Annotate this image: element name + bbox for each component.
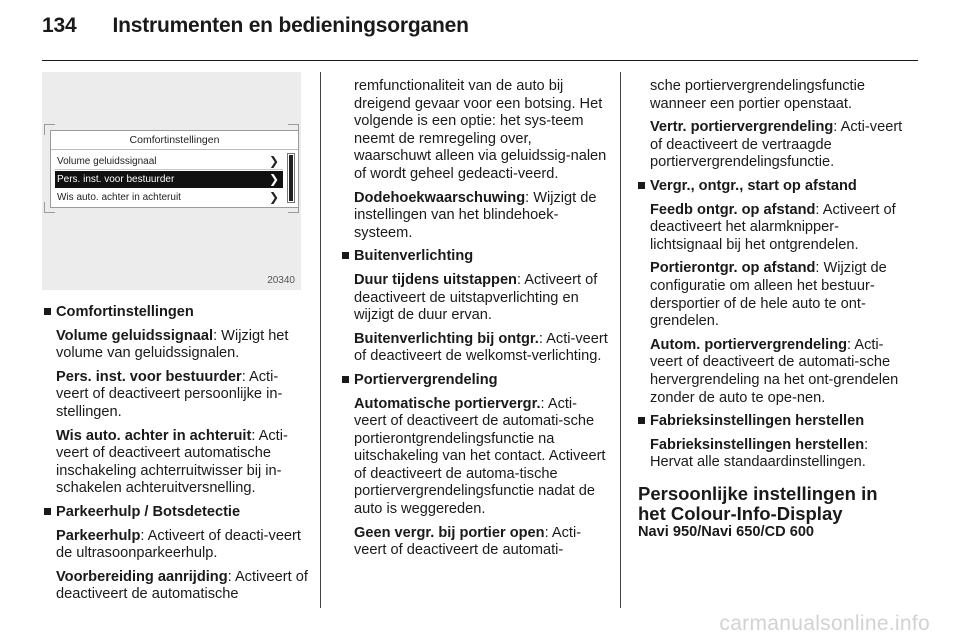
bullet-heading: Fabrieksinstellingen herstellen <box>638 413 906 431</box>
screen-title: Comfortinstellingen <box>51 131 298 150</box>
watermark: carmanualsonline.info <box>719 612 930 635</box>
setting-item: Autom. portiervergrendeling: Acti-veert of deactiveert de automati-sche hervergrendeling na het ont-grendelen zonder de auto te ope-nen. <box>650 336 899 406</box>
column-divider <box>320 72 321 608</box>
menu-item-label: Wis auto. achter in achteruit <box>57 192 181 203</box>
setting-item: Vertr. portiervergrendeling: Acti-veert of deactiveert de vertraagde portiervergrendelingsfunctie. <box>650 119 903 171</box>
chevron-right-icon: ❯ <box>268 190 279 204</box>
bullet-heading: Parkeerhulp / Botsdetectie <box>44 504 310 522</box>
page-title: Instrumenten en bedieningsorganen <box>112 14 469 37</box>
menu-item-volume <box>55 153 283 170</box>
bullet-heading: Buitenverlichting <box>342 248 608 266</box>
bullet-heading: Portiervergrendeling <box>342 372 608 390</box>
paragraph: sche portiervergrendelingsfunctie wanneer een portier openstaat. <box>650 78 865 112</box>
setting-item: Dodehoekwaarschuwing: Wijzigt de instellingen van het blindehoek-systeem. <box>354 189 597 241</box>
display-illustration <box>42 72 301 290</box>
menu-item-label: Pers. inst. voor bestuurder <box>57 174 175 185</box>
section-heading: Persoonlijke instellingen in het Colour-Info-Display <box>638 482 878 524</box>
menu-item-driver-settings <box>55 171 283 188</box>
column-2 <box>342 78 608 566</box>
page-number: 134 <box>42 14 77 37</box>
setting-item: Duur tijdens uitstappen: Activeert of deactiveert de uitstapverlichting en wijzigt de duur ervan. <box>354 271 598 324</box>
bullet-heading: Comfortinstellingen <box>44 304 310 322</box>
info-display-screen <box>50 130 299 208</box>
setting-item: Geen vergr. bij portier open: Acti-veert of deactiveert de automati- <box>354 524 582 559</box>
setting-item: Volume geluidssignaal: Wijzigt het volume van geluidssignalen. <box>56 327 289 362</box>
setting-item: Automatische portiervergr.: Acti-veert of deactiveert de automati-sche portierontgrendelingsfunctie na uitschakeling van het contact. Activeert of deactiveert de automa-tische portiervergrendelingsfunctie nadat de auto is weggereden. <box>354 395 606 518</box>
setting-item: Feedb ontgr. op afstand: Activeert of deactiveert het alarmknipper-lichtsignaal bij het ontgrendelen. <box>650 201 896 253</box>
setting-item: Parkeerhulp: Activeert of deacti-veert de ultrasoonparkeerhulp. <box>56 527 301 562</box>
setting-item: Wis auto. achter in achteruit: Acti-veert of deactiveert automatische inschakeling achterruitwisser bij in-schakelen achteruitversnelling. <box>56 427 288 497</box>
bullet-heading: Vergr., ontgr., start op afstand <box>638 178 906 196</box>
setting-item: Pers. inst. voor bestuurder: Acti-veert of deactiveert persoonlijke in-stellingen. <box>56 368 283 420</box>
menu-item-label: Volume geluidssignaal <box>57 156 157 167</box>
column-1 <box>44 304 310 610</box>
setting-item: Voorbereiding aanrijding: Activeert of deactiveert de automatische <box>56 568 308 603</box>
section-subheading: Navi 950/Navi 650/CD 600 <box>638 523 815 540</box>
column-3 <box>638 78 906 541</box>
page-header <box>42 14 469 38</box>
header-rule <box>42 60 918 61</box>
paragraph: remfunctionaliteit van de auto bij dreigend gevaar voor een botsing. Het volgende is een optie: het sys-teem neemt de remregeling over, waarschuwt alleen via geluidssig-nalen of wordt geheel gedeacti-veerd. <box>354 78 607 182</box>
menu-item-rear-wiper <box>55 189 283 206</box>
chevron-right-icon: ❯ <box>268 154 279 168</box>
scroll-thumb <box>289 155 293 201</box>
screen-scrollbar <box>287 153 295 203</box>
figure-number: 20340 <box>267 275 295 286</box>
column-divider <box>620 72 621 608</box>
setting-item: Fabrieksinstellingen herstellen: Hervat alle standaardinstellingen. <box>650 436 869 471</box>
setting-item: Portierontgr. op afstand: Wijzigt de configuratie om alleen het bestuur-dersportier of de hele auto te ont-grendelen. <box>650 260 887 330</box>
chevron-right-icon: ❯ <box>268 172 279 186</box>
setting-item: Buitenverlichting bij ontgr.: Acti-veert of deactiveert de welkomst-verlichting. <box>354 330 608 365</box>
